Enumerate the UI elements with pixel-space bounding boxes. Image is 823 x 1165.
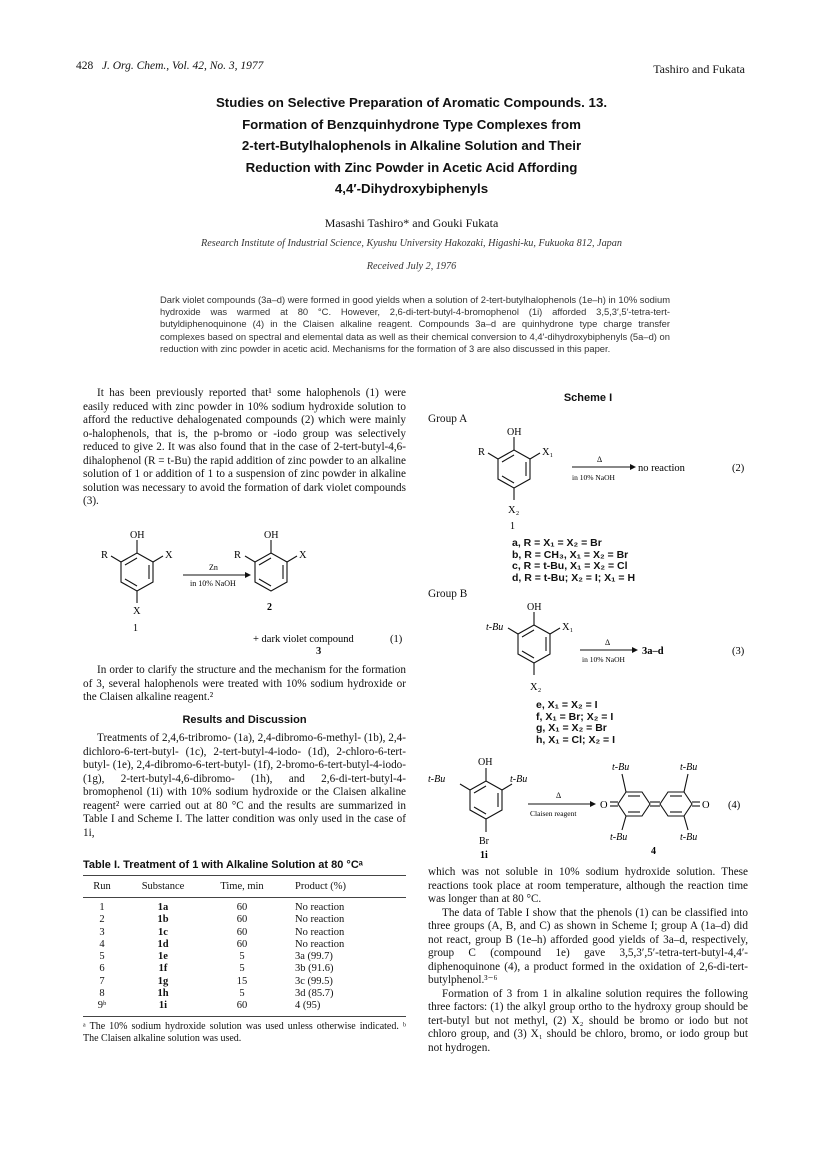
abstract: Dark violet compounds (3a–d) were formed in good yields when a solution of 2-tert-butylhalophenols (1e–h) in 10% sodium hydroxide was warmed at 80 °C. However, 2,6-di-tert-butyl-4-bromophenol (1i) afforded 3,5,3′,5′-tetra-tert-butyldiphenoquinone (4) in the Claisen alkaline reagent. Compounds 3a–d are quinhydrone type charge transfer complexes based on spectral and elemental data as well as their chemical conversion to 4,4′-dihydroxybiphenyls (5a–d) on reduction with zinc powder in acetic acid. Mechanisms for the formation of 3 are also discussed in this paper. — [160, 294, 670, 354]
oh-label: OH — [527, 602, 542, 613]
byproduct-text: + dark violet compound — [253, 634, 354, 645]
heat-symbol: Δ — [605, 638, 611, 647]
definition-line: g, X₁ = X₂ = Br — [536, 722, 607, 734]
group-a-label: Group A — [428, 413, 468, 425]
product-label: 3a–d — [642, 646, 664, 657]
heat-symbol: Δ — [556, 791, 562, 800]
x-label: X — [133, 606, 141, 617]
table-row: 8 1h 5 3d (85.7) — [99, 988, 334, 1000]
definition-line: d, R = t-Bu; X₂ = I; X₁ = H — [512, 571, 636, 584]
reagent-zn: Zn — [209, 563, 218, 572]
running-title: Tashiro and Fukata — [653, 62, 745, 76]
right-paragraph-2: The data of Table I show that the phenols (1) can be classified into three groups (A, B, and C) as shown in Scheme I; group A (1a–d) did not react, group B (1e–h) afforded good yields of 3a–d, respectively, group C (compound 1e) gave 3,5,3′,5′-tetra-tert-butyl-4,4′-diphenoquinone (4), a product formed in the oxidation of 2,6-di-tert-butylphenol.³⁻⁶ — [428, 906, 748, 986]
compound-1-label: 1 — [510, 521, 515, 532]
column-header: Time, min — [205, 876, 279, 898]
group-b-label: Group B — [428, 588, 468, 600]
journal-citation: J. Org. Chem., Vol. 42, No. 3, 1977 — [101, 60, 264, 72]
oh-label: OH — [478, 757, 493, 768]
results-table — [83, 875, 406, 1017]
scheme-group-c — [424, 752, 750, 860]
x2-label: X₂ — [508, 505, 520, 516]
section-heading: Results and Discussion — [182, 714, 307, 726]
table-row: 1 1a 60 No reaction — [99, 902, 345, 913]
reagent-naoh: in 10% NaOH — [190, 579, 236, 588]
definition-line: e, X₁ = X₂ = I — [536, 699, 598, 711]
tbu-label: t-Bu — [680, 762, 698, 773]
reagent-claisen: Claisen reagent — [530, 809, 577, 818]
br-label: Br — [479, 836, 489, 847]
table-footnote: ᵃ The 10% sodium hydroxide solution was used unless otherwise indicated. ᵇ The Claisen alkaline solution was used. — [83, 1020, 406, 1045]
r-label: R — [101, 550, 109, 561]
title-line: 4,4′-Dihydroxybiphenyls — [334, 181, 489, 196]
tbu-label: t-Bu — [612, 762, 630, 773]
authors: Masashi Tashiro* and Gouki Fukata — [324, 216, 499, 230]
left-paragraph-2: In order to clarify the structure and the mechanism for the formation of 3, several halophenols were treated with 10% sodium hydroxide or the Claisen alkaline reagent.² — [83, 664, 406, 703]
definition-line: h, X₁ = Cl; X₂ = I — [536, 733, 616, 746]
right-paragraph-3: Formation of 3 from 1 in alkaline solution requires the following three factors: (1) the alkyl group ortho to the hydroxy group should be tert-butyl but not methyl, (2) X₂ should be bromo or iodo but not chloro group, and (3) X₁ should be chloro, bromo, or iodo group but not hydrogen. — [428, 987, 748, 1054]
right-paragraphs — [428, 866, 748, 1055]
tbu-label: t-Bu — [428, 774, 446, 785]
table-row: 4 1d 60 No reaction — [99, 938, 345, 950]
oh-label: OH — [130, 530, 145, 541]
affiliation: Research Institute of Industrial Science, Kyushu University Hakozaki, Higashi-ku, Fukuoka 812, Japan — [201, 238, 622, 249]
heat-symbol: Δ — [597, 455, 603, 464]
compound-3-label: 3 — [316, 646, 322, 657]
definition-line: f, X₁ = Br; X₂ = I — [536, 710, 614, 723]
r-label: R — [478, 447, 486, 458]
definition-line: a, R = X₁ = X₂ = Br — [512, 537, 602, 549]
column-header: Run — [83, 876, 121, 898]
equation-number: (3) — [732, 646, 745, 657]
page-number: 428 — [76, 60, 94, 72]
definition-line: b, R = CH₃, X₁ = X₂ = Br — [512, 548, 629, 561]
equation-number: (4) — [728, 800, 741, 811]
tbu-label: t-Bu — [486, 622, 504, 633]
oh-label: OH — [264, 530, 279, 541]
oxygen-label: O — [600, 800, 608, 811]
received-date: Received July 2, 1976 — [366, 261, 457, 272]
table-title: Table I. Treatment of 1 with Alkaline Solution at 80 °Cᵃ — [83, 859, 363, 871]
right-paragraph-1: which was not soluble in 10% sodium hydroxide solution. These reactions took place at room temperature, although the reaction time was longer than at 80 °C. — [428, 866, 748, 905]
table-1 — [83, 859, 406, 1046]
table-row: 9ᵇ 1i 60 4 (95) — [83, 1000, 406, 1016]
compound-1i-label: 1i — [480, 850, 488, 860]
title-line: Studies on Selective Preparation of Aromatic Compounds. 13. — [215, 95, 608, 110]
left-paragraph-3: Treatments of 2,4,6-tribromo- (1a), 2,4-dibromo-6-methyl- (1b), 2,4-dichloro-6-tert-butyl- (1c), 2-tert-butyl-4-iodo- (1d), 2-chloro-6-tert-butyl- (1e), 2,4-dibromo-6-tert-butyl- (1f), 2-bromo-6-tert-butyl-4-iodo- (1g), 2-tert-butyl-4,6-dibromo- (1h), and 2,6-di-tert-butyl-4-bromophenol (1i) with 10% sodium hydroxide or the Claisen alkaline reagent² were carried out at 80 °C and the results are summarized in Table I and Scheme I. The latter condition was only used in the case of 1i, — [83, 732, 406, 839]
title-line: Formation of Benzquinhydrone Type Complexes from — [242, 116, 581, 132]
title-line: 2-tert-Butylhalophenols in Alkaline Solution and Their — [241, 138, 582, 153]
scheme-group-b — [480, 600, 750, 700]
compound-4-label: 4 — [651, 846, 656, 857]
reagent-naoh: in 10% NaOH — [572, 473, 615, 482]
compound-1-label: 1 — [133, 623, 138, 634]
table-row: 5 1e 5 3a (99.7) — [99, 951, 333, 963]
equation-number: (2) — [732, 463, 745, 474]
tbu-label: t-Bu — [680, 832, 698, 843]
definition-line: c, R = t-Bu, X₁ = X₂ = Cl — [512, 560, 628, 572]
reaction-scheme-1 — [83, 528, 406, 646]
oxygen-label: O — [702, 800, 710, 811]
x1-label: X₁ — [542, 447, 554, 458]
x2-label: X₂ — [530, 682, 542, 693]
x1-label: X₁ — [562, 622, 574, 633]
compound-2-label: 2 — [267, 602, 272, 613]
table-row: 6 1f 5 3b (91.6) — [99, 963, 334, 975]
article-title — [120, 92, 703, 200]
table-row: 2 1b 60 No reaction — [99, 914, 345, 926]
left-paragraph-1: It has been previously reported that¹ some halophenols (1) were easily reduced with zinc powder in 10% sodium hydroxide solution to afford the reductive dehalogenated compounds (2) which were mainly o-halophenols, that is, the p-bromo or -iodo group was selectively reduced to give 2. It was also found that in the case of 2-tert-butyl-4,6-dihalophenol (R = t-Bu) the rapid addition of zinc powder to an alkaline solution of 1 or addition of 1 to a suspension of zinc powder in alkaline solution was necessary to avoid the formation of dark violet compounds (3). — [83, 387, 406, 507]
scheme-title: Scheme I — [563, 392, 613, 404]
equation-number: (1) — [390, 634, 403, 645]
group-a-definitions — [512, 538, 635, 584]
oh-label: OH — [507, 427, 522, 438]
r-label: R — [234, 550, 242, 561]
x-label: X — [299, 550, 307, 561]
column-header: Substance — [121, 876, 205, 898]
column-header: Product (%) — [279, 876, 406, 898]
no-reaction-text: no reaction — [638, 463, 685, 474]
table-row: 7 1g 15 3c (99.5) — [99, 975, 333, 987]
table-row: 3 1c 60 No reaction — [99, 926, 345, 938]
tbu-label: t-Bu — [610, 832, 628, 843]
x-label: X — [165, 550, 173, 561]
tbu-label: t-Bu — [510, 774, 528, 785]
group-b-definitions — [536, 700, 615, 746]
reagent-naoh: in 10% NaOH — [582, 655, 625, 664]
scheme-group-a — [460, 425, 750, 537]
page-header-left — [76, 60, 263, 72]
title-line: Reduction with Zinc Powder in Acetic Acid Affording — [245, 159, 578, 175]
